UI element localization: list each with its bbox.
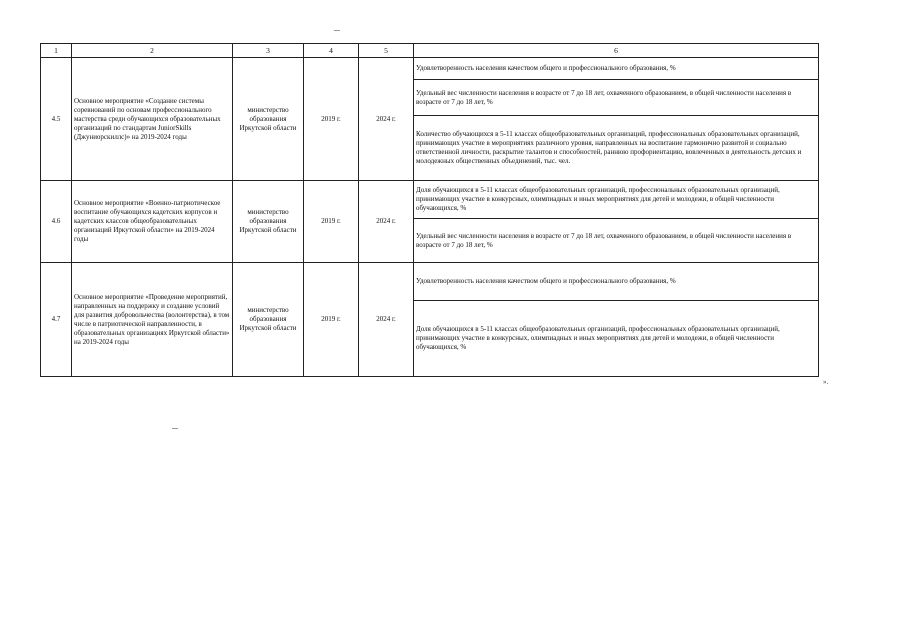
closing-quote-mark: ». [823, 378, 829, 386]
table-row [41, 58, 819, 80]
row-number: 4.5 [41, 58, 72, 181]
end-year: 2024 г. [359, 263, 414, 377]
header-col-4: 4 [304, 44, 359, 58]
end-year: 2024 г. [359, 181, 414, 263]
indicator: Доля обучающихся в 5-11 классах общеобразовательных организаций, профессиональных образовательных организаций, принимающих участие в конкурсных, олимпиадных и иных мероприятиях для детей и молодежи, в общей численности обучающихся, % [414, 181, 819, 219]
indicator: Удовлетворенность населения качеством общего и профессионального образования, % [414, 263, 819, 301]
indicator: Удельный вес численности населения в возрасте от 7 до 18 лет, охваченного образованием, в общей численности населения в возрасте от 7 до 18 лет, % [414, 219, 819, 263]
header-col-3: 3 [233, 44, 304, 58]
header-col-2: 2 [72, 44, 233, 58]
row-number: 4.6 [41, 181, 72, 263]
executor: министерство образования Иркутской области [233, 58, 304, 181]
scan-artifact [172, 428, 178, 429]
start-year: 2019 г. [304, 181, 359, 263]
indicator: Удовлетворенность населения качеством общего и профессионального образования, % [414, 58, 819, 80]
executor: министерство образования Иркутской области [233, 263, 304, 377]
start-year: 2019 г. [304, 263, 359, 377]
program-table [40, 43, 819, 377]
event-name: Основное мероприятие «Создание системы соревнований по основам профессионального мастерства среди обучающихся образовательных организаций по стандартам JuniorSkills (Джуниорскиллс)» на 2019-2024 годы [72, 58, 233, 181]
event-name: Основное мероприятие «Проведение мероприятий, направленных на поддержку и создание условий для развития добровольчества (волонтерства), в том числе в патриотической направленности, в образовательных организациях Иркутской области» на 2019-2024 годы [72, 263, 233, 377]
header-col-1: 1 [41, 44, 72, 58]
event-name: Основное мероприятие «Военно-патриотическое воспитание обучающихся кадетских корпусов и кадетских классов общеобразовательных организаций Иркутской области» на 2019-2024 годы [72, 181, 233, 263]
header-col-6: 6 [414, 44, 819, 58]
end-year: 2024 г. [359, 58, 414, 181]
indicator: Доля обучающихся в 5-11 классах общеобразовательных организаций, профессиональных образовательных организаций, принимающих участие в конкурсных, олимпиадных и иных мероприятиях для детей и молодежи, в общей численности обучающихся, % [414, 301, 819, 377]
indicator: Количество обучающихся в 5-11 классах общеобразовательных организаций, профессиональных образовательных организаций, принимающих участие в мероприятиях различного уровня, направленных на воспитание гармонично развитой и социально ответственной личности, раскрытие талантов и способностей, раннюю профориентацию, вовлеченных в деятельность детских и молодежных общественных объединений, тыс. чел. [414, 116, 819, 181]
start-year: 2019 г. [304, 58, 359, 181]
table-row [41, 263, 819, 301]
header-row [41, 44, 819, 58]
row-number: 4.7 [41, 263, 72, 377]
scan-artifact [334, 30, 340, 31]
header-col-5: 5 [359, 44, 414, 58]
executor: министерство образования Иркутской области [233, 181, 304, 263]
indicator: Удельный вес численности населения в возрасте от 7 до 18 лет, охваченного образованием, в общей численности населения в возрасте от 7 до 18 лет, % [414, 80, 819, 116]
table-row [41, 181, 819, 219]
